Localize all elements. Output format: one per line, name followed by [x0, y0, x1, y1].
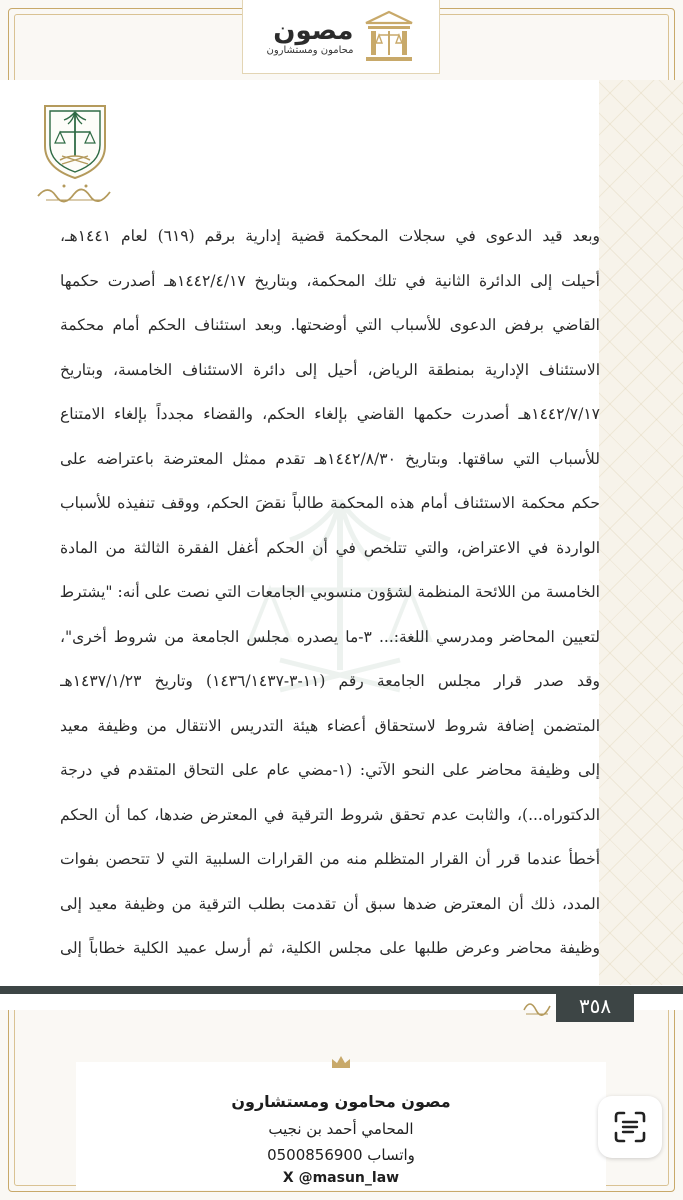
document-line: أحيلت إلى الدائرة الثانية في تلك المحكمة، وبتاريخ ١٤٤٢/٤/١٧هـ أصدرت حكمها — [60, 271, 600, 290]
contact-phone[interactable]: واتساب 0500856900 — [267, 1146, 415, 1164]
document-line: وقد صدر قرار مجلس الجامعة رقم (١١-٣-١٤٣٦/١٤٣٧) وتاريخ ١٤٣٧/١/٢٣هـ — [60, 672, 600, 690]
brand-name: مصون — [273, 16, 354, 46]
document-line: الاستئناف الإدارية بمنطقة الرياض، أحيل إلى دائرة الاستئناف الخامسة، وبتاريخ — [60, 360, 600, 379]
calligraphy-seal-icon — [34, 178, 114, 204]
document-line: لتعيين المحاضر ومدرسي اللغة:... ٣-ما يصدره مجلس الجامعة من شروط أخرى"، — [60, 627, 600, 646]
footer-calligraphy-icon — [522, 992, 552, 1018]
contact-lawyer: المحامي أحمد بن نجيب — [268, 1120, 414, 1138]
contact-card — [76, 1062, 606, 1190]
document-line: حكم محكمة الاستئناف أمام هذه المحكمة طالباً نقضَ الحكم، ووقف تنفيذه للأسباب — [60, 494, 600, 512]
document-line: وبعد قيد الدعوى في سجلات المحكمة قضية إدارية برقم (٦١٩) لعام ١٤٤١هـ، — [60, 227, 600, 245]
document-line: للأسباب التي ساقتها. وبتاريخ ١٤٤٢/٨/٣٠هـ تقدم ممثل المعترضة باعتراضه على — [60, 449, 600, 468]
document-line: المدد، ذلك أن المعترض ضدها سبق أن تقدمت بطلب الترقية من وظيفة معيد إلى — [60, 894, 600, 913]
brand-text — [267, 17, 354, 56]
ornamental-pattern — [599, 80, 683, 985]
document-line: الخامسة من اللائحة المنظمة لشؤون منسوبي الجامعات التي نصت على أنه: "يشترط — [60, 583, 600, 601]
document-line: المتضمن إضافة شروط لاستحقاق أعضاء هيئة التدريس الانتقال من وظيفة معيد — [60, 716, 600, 735]
document-line: الواردة في الاعتراض، والتي تتلخص في أن الحكم أغفل الفقرة الثالثة من المادة — [60, 538, 600, 557]
contact-social[interactable]: X @masun_law — [282, 1170, 400, 1186]
document-line: إلى وظيفة محاضر على النحو الآتي: (١-مضي عام على التحاق المتقدم في درجة — [60, 761, 600, 779]
document-line: الدكتوراه...)، والثابت عدم تحقق شروط الترقية في المعترض ضدها، كما أن الحكم — [60, 805, 600, 824]
document-line: القاضي برفض الدعوى للأسباب التي أوضحتها. وبعد استئناف الحكم أمام محكمة — [60, 316, 600, 334]
scan-text-icon — [613, 1110, 647, 1144]
document-line: وظيفة محاضر وعرض طلبها على مجلس الكلية، ثم أرسل عميد الكلية خطاباً إلى — [60, 939, 600, 957]
scan-text-button[interactable] — [598, 1096, 662, 1158]
brand-tagline: محامون ومستشارون — [266, 45, 354, 56]
document-line: أخطأ عندما قرر أن القرار المتظلم منه من القرارات السلبية التي لا تتحصن بفوات — [60, 850, 600, 868]
brand-logo — [242, 0, 440, 74]
document-page — [0, 80, 683, 1018]
columns-scales-icon — [362, 9, 416, 65]
scales-emblem-icon — [40, 98, 110, 180]
document-line: ١٤٤٢/٧/١٧هـ أصدرت حكمها القاضي بإلغاء الحكم، والقضاء مجدداً بإلغاء الامتناع — [60, 405, 600, 423]
crown-icon — [330, 1054, 352, 1070]
document-body — [60, 214, 600, 971]
page-number: ٣٥٨ — [556, 990, 634, 1022]
contact-title: مصون محامون ومستشارون — [231, 1092, 451, 1111]
